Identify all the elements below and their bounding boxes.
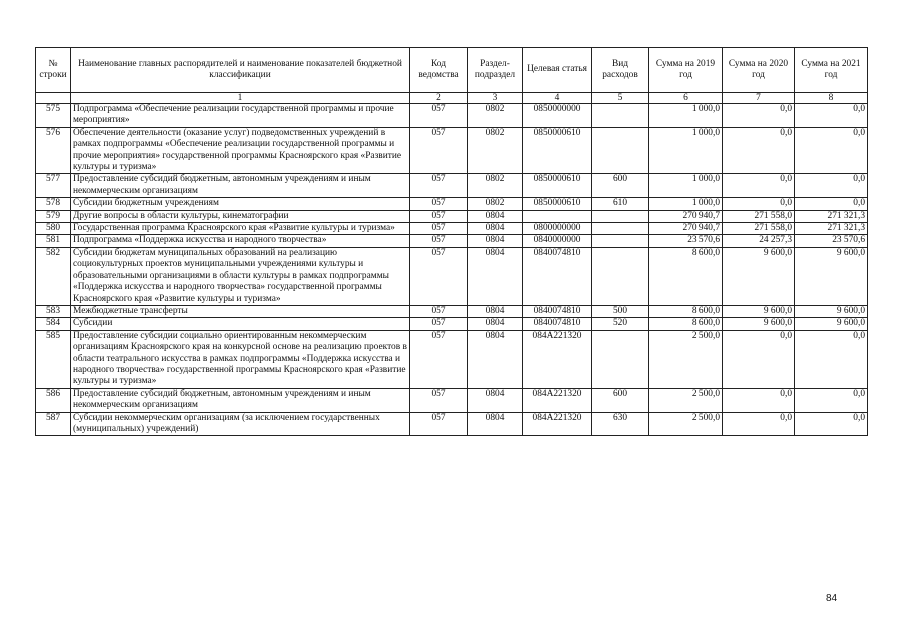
- row-sum-2020: 0,0: [723, 388, 795, 412]
- table-body: [36, 104, 868, 436]
- row-number: 575: [36, 104, 71, 128]
- row-number: 583: [36, 305, 71, 317]
- row-sum-2019: 2 500,0: [649, 330, 723, 388]
- row-code: 057: [410, 210, 468, 222]
- row-code: 057: [410, 198, 468, 210]
- row-sum-2020: 0,0: [723, 174, 795, 198]
- row-target: 084A221320: [523, 330, 592, 388]
- row-code: 057: [410, 174, 468, 198]
- row-name: Межбюджетные трансферты: [71, 305, 410, 317]
- row-target: 0840074810: [523, 305, 592, 317]
- row-name: Подпрограмма «Поддержка искусства и народного творчества»: [71, 235, 410, 247]
- row-section: 0804: [468, 318, 523, 330]
- row-sum-2020: 0,0: [723, 104, 795, 128]
- row-section: 0804: [468, 223, 523, 235]
- row-name: Субсидии бюджетам муниципальных образований на реализацию социокультурных проектов муниципальными учреждениями культуры и образовательными организациями в области культуры в рамках подпрограммы «Поддержка искусства и народного творчества» государственной программы Красноярского края «Развитие культуры и туризма»: [71, 247, 410, 305]
- row-sum-2020: 9 600,0: [723, 247, 795, 305]
- row-type: [592, 247, 649, 305]
- row-code: 057: [410, 388, 468, 412]
- row-sum-2021: 0,0: [795, 388, 868, 412]
- table-row: [36, 127, 868, 174]
- column-number: 3: [468, 93, 523, 104]
- row-sum-2020: 0,0: [723, 412, 795, 436]
- row-sum-2019: 8 600,0: [649, 318, 723, 330]
- row-section: 0804: [468, 305, 523, 317]
- column-header-code: Код ведомства: [410, 48, 468, 93]
- row-number: 586: [36, 388, 71, 412]
- row-sum-2021: 23 570,6: [795, 235, 868, 247]
- column-header-sum-2020: Сумма на 2020 год: [723, 48, 795, 93]
- row-section: 0804: [468, 235, 523, 247]
- row-type: [592, 223, 649, 235]
- row-code: 057: [410, 412, 468, 436]
- row-type: [592, 235, 649, 247]
- row-section: 0804: [468, 210, 523, 222]
- row-sum-2021: 0,0: [795, 412, 868, 436]
- row-type: 500: [592, 305, 649, 317]
- row-name: Обеспечение деятельности (оказание услуг) подведомственных учреждений в рамках подпрограммы «Обеспечение реализации государственной программы и прочие мероприятия» государственной программы Красноярского края «Развитие культуры и туризма»: [71, 127, 410, 174]
- row-code: 057: [410, 247, 468, 305]
- column-header-type: Вид расходов: [592, 48, 649, 93]
- row-code: 057: [410, 330, 468, 388]
- page-number: 84: [826, 593, 838, 604]
- row-sum-2021: 271 321,3: [795, 210, 868, 222]
- table-row: [36, 318, 868, 330]
- table-row: [36, 305, 868, 317]
- row-number: 576: [36, 127, 71, 174]
- row-target: 084A221320: [523, 388, 592, 412]
- row-target: 0840074810: [523, 318, 592, 330]
- row-type: 600: [592, 174, 649, 198]
- row-sum-2019: 270 940,7: [649, 223, 723, 235]
- row-name: Предоставление субсидий бюджетным, автономным учреждениям и иным некоммерческим организациям: [71, 388, 410, 412]
- row-section: 0804: [468, 388, 523, 412]
- table-row: [36, 330, 868, 388]
- table-row: [36, 174, 868, 198]
- column-number: 4: [523, 93, 592, 104]
- row-sum-2019: 1 000,0: [649, 127, 723, 174]
- column-number: 1: [71, 93, 410, 104]
- table-row: [36, 412, 868, 436]
- row-name: Подпрограмма «Обеспечение реализации государственной программы и прочие мероприятия»: [71, 104, 410, 128]
- row-section: 0802: [468, 127, 523, 174]
- column-header-section: Раздел-подраздел: [468, 48, 523, 93]
- row-sum-2019: 2 500,0: [649, 388, 723, 412]
- row-type: 630: [592, 412, 649, 436]
- row-code: 057: [410, 223, 468, 235]
- row-target: 0850000000: [523, 104, 592, 128]
- row-number: 579: [36, 210, 71, 222]
- column-header-num: № строки: [36, 48, 71, 93]
- row-sum-2021: 0,0: [795, 174, 868, 198]
- row-section: 0804: [468, 247, 523, 305]
- table-row: [36, 235, 868, 247]
- row-sum-2020: 0,0: [723, 198, 795, 210]
- table-header-row: [36, 48, 868, 93]
- row-target: 0850000610: [523, 198, 592, 210]
- row-name: Предоставление субсидий бюджетным, автономным учреждениям и иным некоммерческим организациям: [71, 174, 410, 198]
- row-type: 600: [592, 388, 649, 412]
- row-sum-2021: 271 321,3: [795, 223, 868, 235]
- row-sum-2020: 0,0: [723, 127, 795, 174]
- row-sum-2019: 1 000,0: [649, 104, 723, 128]
- row-sum-2019: 270 940,7: [649, 210, 723, 222]
- row-target: 0800000000: [523, 223, 592, 235]
- table-row: [36, 388, 868, 412]
- row-sum-2021: 9 600,0: [795, 318, 868, 330]
- row-name: Субсидии бюджетным учреждениям: [71, 198, 410, 210]
- table-row: [36, 104, 868, 128]
- row-number: 585: [36, 330, 71, 388]
- row-type: [592, 210, 649, 222]
- table-row: [36, 223, 868, 235]
- column-number: 8: [795, 93, 868, 104]
- row-code: 057: [410, 104, 468, 128]
- row-type: [592, 104, 649, 128]
- row-sum-2020: 271 558,0: [723, 210, 795, 222]
- row-section: 0802: [468, 198, 523, 210]
- row-code: 057: [410, 127, 468, 174]
- column-number: 2: [410, 93, 468, 104]
- column-header-name: Наименование главных распорядителей и наименование показателей бюджетной классификации: [71, 48, 410, 93]
- row-target: [523, 210, 592, 222]
- row-number: 580: [36, 223, 71, 235]
- row-number: 587: [36, 412, 71, 436]
- row-sum-2019: 1 000,0: [649, 174, 723, 198]
- column-header-sum-2021: Сумма на 2021 год: [795, 48, 868, 93]
- column-header-target: Целевая статья: [523, 48, 592, 93]
- column-number: 7: [723, 93, 795, 104]
- row-sum-2021: 9 600,0: [795, 305, 868, 317]
- row-number: 578: [36, 198, 71, 210]
- row-sum-2019: 8 600,0: [649, 305, 723, 317]
- row-number: 584: [36, 318, 71, 330]
- table-row: [36, 247, 868, 305]
- row-number: 581: [36, 235, 71, 247]
- row-target: 0850000610: [523, 127, 592, 174]
- row-name: Предоставление субсидии социально ориентированным некоммерческим организациям Красноярского края на конкурсной основе на реализацию проектов в области театрального искусства в рамках подпрограммы «Поддержка искусства и народного творчества» государственной программы Красноярского края «Развитие культуры и туризма»: [71, 330, 410, 388]
- row-target: 0840000000: [523, 235, 592, 247]
- column-header-sum-2019: Сумма на 2019 год: [649, 48, 723, 93]
- row-sum-2021: 9 600,0: [795, 247, 868, 305]
- row-type: 610: [592, 198, 649, 210]
- row-name: Субсидии некоммерческим организациям (за исключением государственных (муниципальных) учреждений): [71, 412, 410, 436]
- row-sum-2020: 9 600,0: [723, 305, 795, 317]
- row-sum-2019: 1 000,0: [649, 198, 723, 210]
- budget-table: [35, 47, 868, 436]
- row-sum-2019: 2 500,0: [649, 412, 723, 436]
- row-sum-2020: 24 257,3: [723, 235, 795, 247]
- row-sum-2019: 23 570,6: [649, 235, 723, 247]
- row-section: 0804: [468, 412, 523, 436]
- row-sum-2021: 0,0: [795, 330, 868, 388]
- row-number: 577: [36, 174, 71, 198]
- row-section: 0802: [468, 174, 523, 198]
- row-target: 0850000610: [523, 174, 592, 198]
- row-sum-2019: 8 600,0: [649, 247, 723, 305]
- row-target: 084A221320: [523, 412, 592, 436]
- row-type: [592, 330, 649, 388]
- row-target: 0840074810: [523, 247, 592, 305]
- row-section: 0802: [468, 104, 523, 128]
- row-name: Другие вопросы в области культуры, кинематографии: [71, 210, 410, 222]
- table-row: [36, 198, 868, 210]
- row-code: 057: [410, 235, 468, 247]
- row-section: 0804: [468, 330, 523, 388]
- row-sum-2021: 0,0: [795, 198, 868, 210]
- row-sum-2020: 271 558,0: [723, 223, 795, 235]
- row-number: 582: [36, 247, 71, 305]
- row-sum-2021: 0,0: [795, 104, 868, 128]
- row-name: Государственная программа Красноярского края «Развитие культуры и туризма»: [71, 223, 410, 235]
- row-name: Субсидии: [71, 318, 410, 330]
- column-number: 5: [592, 93, 649, 104]
- column-number: [36, 93, 71, 104]
- row-code: 057: [410, 318, 468, 330]
- row-sum-2020: 0,0: [723, 330, 795, 388]
- row-type: [592, 127, 649, 174]
- row-code: 057: [410, 305, 468, 317]
- row-sum-2021: 0,0: [795, 127, 868, 174]
- column-number: 6: [649, 93, 723, 104]
- column-number-row: [36, 93, 868, 104]
- table-row: [36, 210, 868, 222]
- row-type: 520: [592, 318, 649, 330]
- row-sum-2020: 9 600,0: [723, 318, 795, 330]
